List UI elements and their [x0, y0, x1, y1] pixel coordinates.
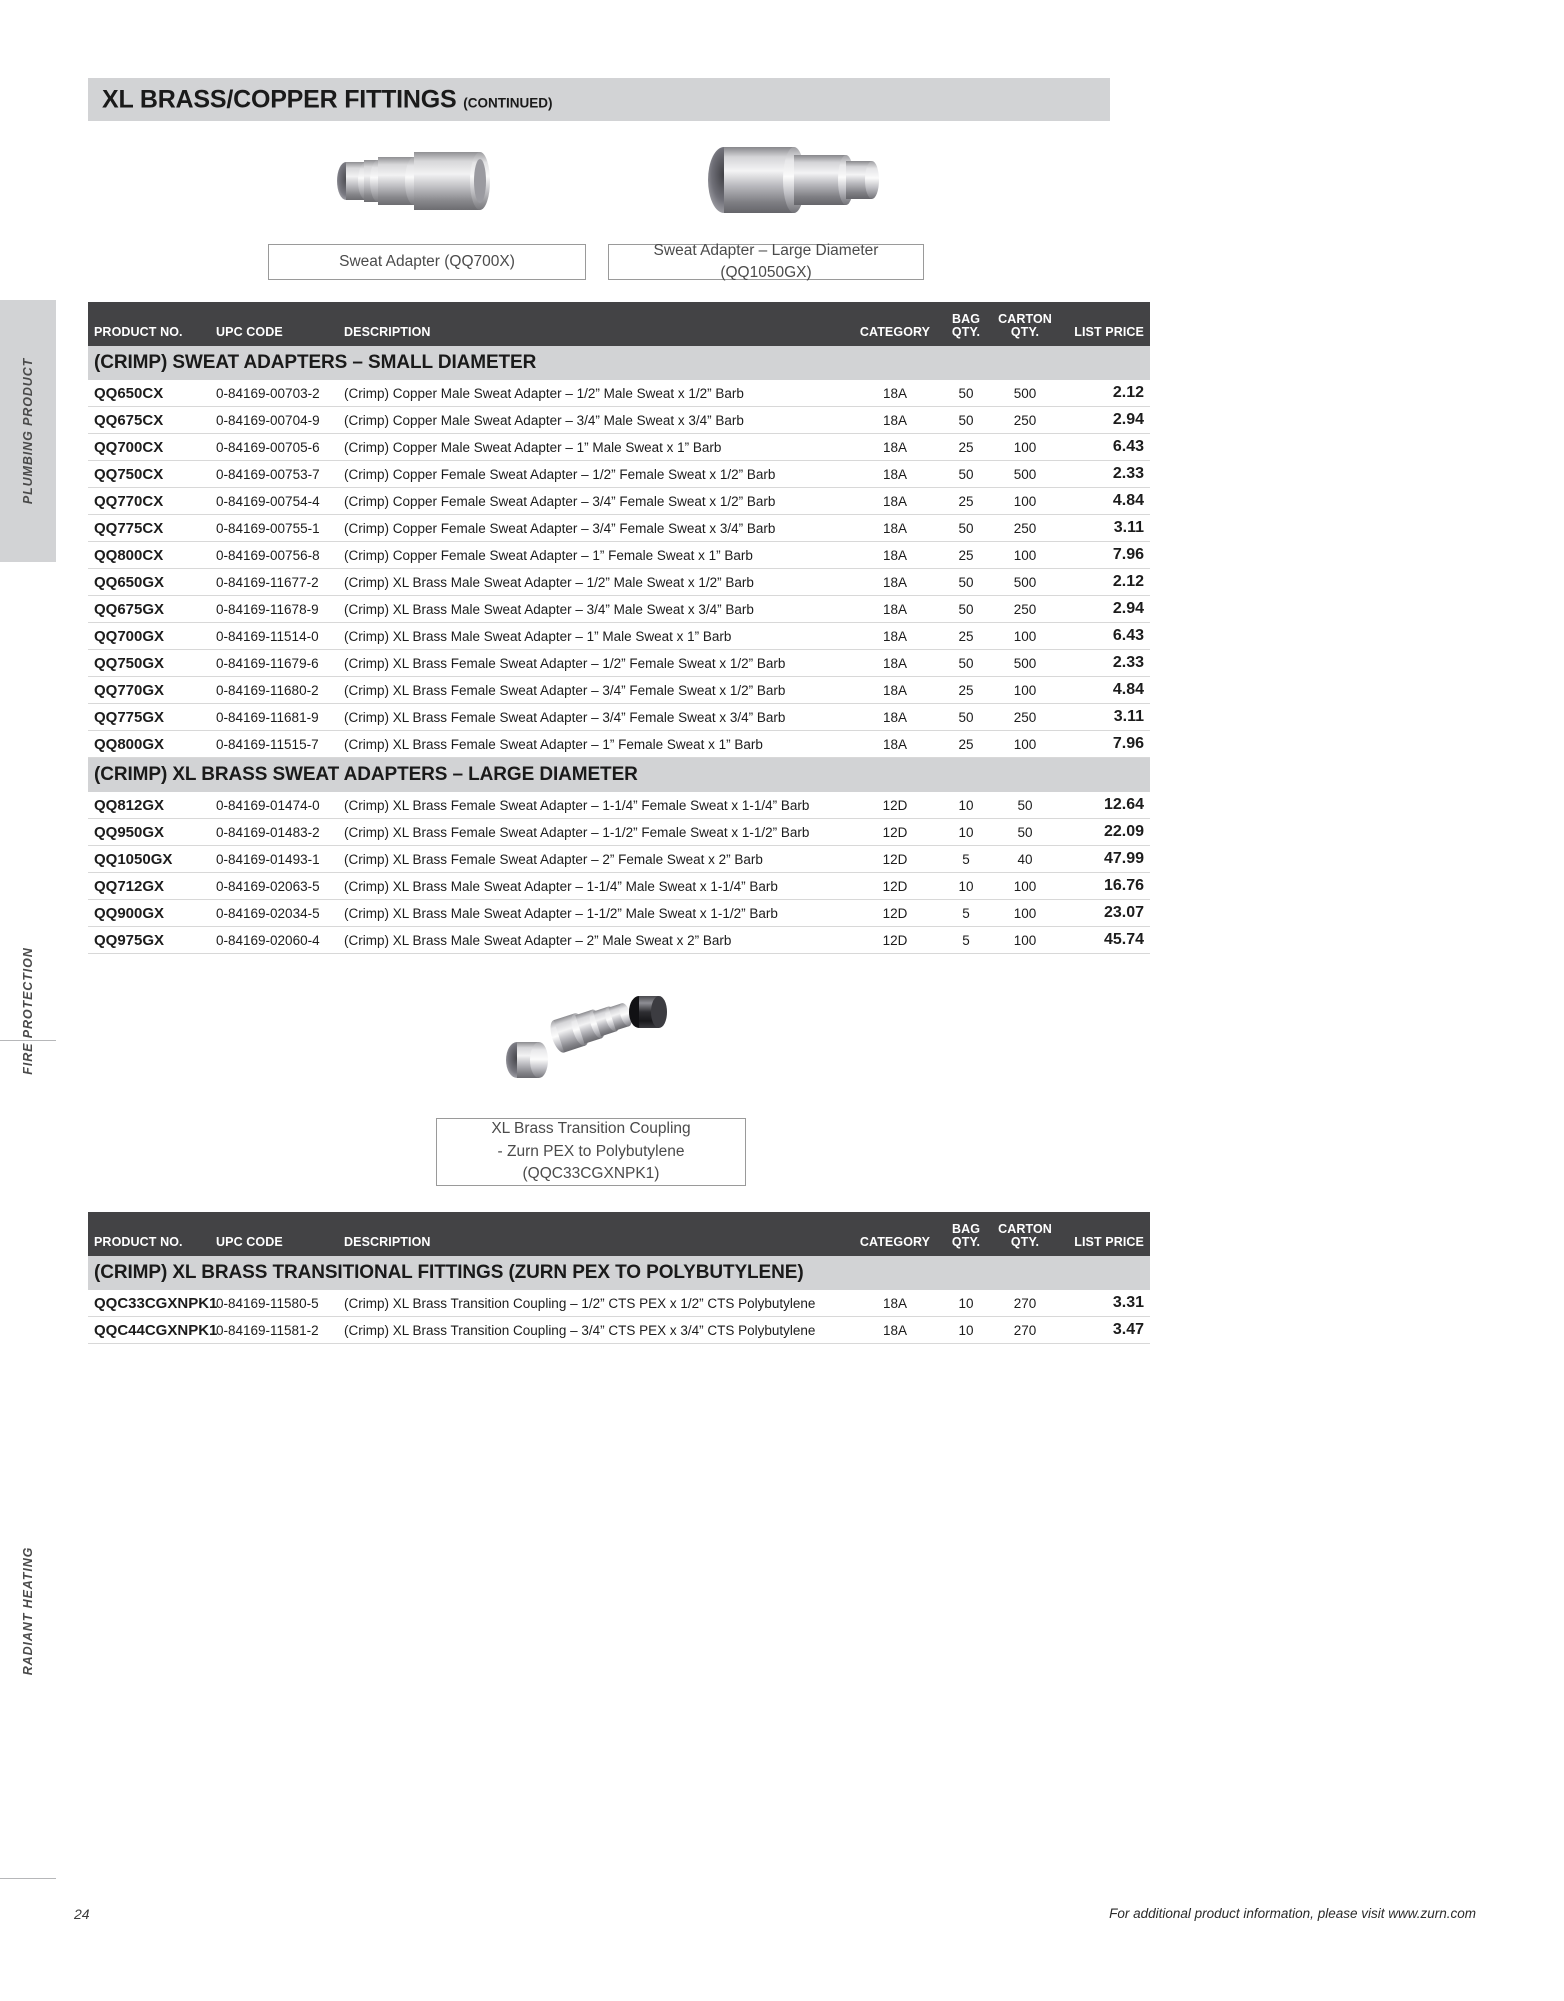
cell-list-price: 45.74	[1056, 927, 1150, 954]
cell-product-no: QQ712GX	[88, 873, 216, 900]
table-row[interactable]	[88, 792, 1150, 819]
table-row[interactable]	[88, 731, 1150, 758]
cell-product-no: QQ675GX	[88, 596, 216, 623]
cell-list-price: 2.94	[1056, 596, 1150, 623]
column-header-upc-code: UPC CODE	[216, 1212, 344, 1256]
cell-category: 12D	[852, 819, 938, 846]
cell-description: (Crimp) XL Brass Male Sweat Adapter – 2” Male Sweat x 2” Barb	[344, 927, 852, 954]
figure-caption-text: Sweat Adapter (QQ700X)	[339, 252, 515, 270]
cell-category: 12D	[852, 927, 938, 954]
cell-category: 18A	[852, 461, 938, 488]
table-row[interactable]	[88, 650, 1150, 677]
column-header-list-price: LIST PRICE	[1056, 1212, 1150, 1256]
cell-carton-qty: 100	[994, 927, 1056, 954]
table-row[interactable]	[88, 542, 1150, 569]
cell-category: 18A	[852, 434, 938, 461]
product-photo-sweat-adapter-large	[700, 130, 900, 230]
cell-description: (Crimp) XL Brass Female Sweat Adapter – 1/2” Female Sweat x 1/2” Barb	[344, 650, 852, 677]
cell-bag-qty: 25	[938, 623, 994, 650]
column-header-carton-qty	[994, 1212, 1056, 1256]
cell-product-no: QQ800GX	[88, 731, 216, 758]
cell-carton-qty: 100	[994, 873, 1056, 900]
cell-bag-qty: 25	[938, 542, 994, 569]
page-title-main: XL BRASS/COPPER FITTINGS	[102, 85, 457, 113]
cell-carton-qty: 250	[994, 704, 1056, 731]
cell-carton-qty: 100	[994, 623, 1056, 650]
table-body	[88, 1256, 1150, 1344]
bag-qty-line1: BAG	[951, 311, 981, 326]
table-row[interactable]	[88, 488, 1150, 515]
cell-description: (Crimp) XL Brass Female Sweat Adapter – 1” Female Sweat x 1” Barb	[344, 731, 852, 758]
cell-carton-qty: 270	[994, 1317, 1056, 1344]
table-row[interactable]	[88, 900, 1150, 927]
cell-bag-qty: 10	[938, 792, 994, 819]
column-header-carton-qty	[994, 302, 1056, 346]
cell-upc: 0-84169-11677-2	[216, 569, 344, 596]
cell-category: 18A	[852, 1290, 938, 1317]
cell-description: (Crimp) Copper Female Sweat Adapter – 1/2” Female Sweat x 1/2” Barb	[344, 461, 852, 488]
page-title-banner	[88, 78, 1110, 121]
cell-upc: 0-84169-00754-4	[216, 488, 344, 515]
cell-upc: 0-84169-11515-7	[216, 731, 344, 758]
cell-list-price: 16.76	[1056, 873, 1150, 900]
cell-category: 18A	[852, 623, 938, 650]
table-header-row	[88, 1212, 1150, 1256]
cell-carton-qty: 270	[994, 1290, 1056, 1317]
cell-carton-qty: 100	[994, 900, 1056, 927]
cell-product-no: QQ650CX	[88, 380, 216, 407]
table-body	[88, 346, 1150, 954]
cell-list-price: 3.11	[1056, 704, 1150, 731]
cell-carton-qty: 40	[994, 846, 1056, 873]
cell-description: (Crimp) XL Brass Male Sweat Adapter – 1/2” Male Sweat x 1/2” Barb	[344, 569, 852, 596]
cell-product-no: QQ975GX	[88, 927, 216, 954]
cell-upc: 0-84169-11580-5	[216, 1290, 344, 1317]
cell-list-price: 2.94	[1056, 407, 1150, 434]
column-header-bag-qty	[938, 1212, 994, 1256]
cell-carton-qty: 50	[994, 819, 1056, 846]
sweat-adapters-product-table	[88, 302, 1150, 954]
column-header-product-no: PRODUCT NO.	[88, 1212, 216, 1256]
cell-upc: 0-84169-11680-2	[216, 677, 344, 704]
section-title: (CRIMP) SWEAT ADAPTERS – SMALL DIAMETER	[88, 346, 1150, 380]
cell-category: 18A	[852, 704, 938, 731]
cell-category: 18A	[852, 731, 938, 758]
product-photo-transition-coupling	[500, 990, 700, 1100]
cell-product-no: QQC33CGXNPK1	[88, 1290, 216, 1317]
cell-upc: 0-84169-11681-9	[216, 704, 344, 731]
cell-upc: 0-84169-11678-9	[216, 596, 344, 623]
table-row[interactable]	[88, 927, 1150, 954]
sidebar-item-label: FIRE PROTECTION	[21, 947, 35, 1075]
table-header-row	[88, 302, 1150, 346]
cell-upc: 0-84169-02060-4	[216, 927, 344, 954]
sidebar-item-label: PLUMBING PRODUCT	[21, 357, 35, 505]
cell-description: (Crimp) XL Brass Transition Coupling – 1/2” CTS PEX x 1/2” CTS Polybutylene	[344, 1290, 852, 1317]
cell-bag-qty: 10	[938, 1290, 994, 1317]
cell-product-no: QQ770CX	[88, 488, 216, 515]
cell-description: (Crimp) Copper Female Sweat Adapter – 1” Female Sweat x 1” Barb	[344, 542, 852, 569]
cell-carton-qty: 250	[994, 515, 1056, 542]
cell-description: (Crimp) Copper Male Sweat Adapter – 1/2” Male Sweat x 1/2” Barb	[344, 380, 852, 407]
cell-product-no: QQ750GX	[88, 650, 216, 677]
column-header-list-price: LIST PRICE	[1056, 302, 1150, 346]
cell-product-no: QQ775CX	[88, 515, 216, 542]
cell-list-price: 2.33	[1056, 461, 1150, 488]
figure-caption-sweat-adapter	[268, 244, 586, 280]
cell-bag-qty: 50	[938, 380, 994, 407]
cell-description: (Crimp) XL Brass Female Sweat Adapter – 3/4” Female Sweat x 1/2” Barb	[344, 677, 852, 704]
page-title	[102, 85, 553, 114]
transition-coupling-illustration	[500, 990, 690, 1100]
bag-qty-line1: BAG	[951, 1221, 981, 1236]
cell-description: (Crimp) XL Brass Male Sweat Adapter – 1-1/4” Male Sweat x 1-1/4” Barb	[344, 873, 852, 900]
cell-category: 12D	[852, 873, 938, 900]
cell-product-no: QQ775GX	[88, 704, 216, 731]
cell-product-no: QQC44CGXNPK1	[88, 1317, 216, 1344]
section-title: (CRIMP) XL BRASS TRANSITIONAL FITTINGS (ZURN PEX TO POLYBUTYLENE)	[88, 1256, 1150, 1290]
cell-category: 18A	[852, 569, 938, 596]
cell-list-price: 6.43	[1056, 623, 1150, 650]
table-row[interactable]	[88, 819, 1150, 846]
table-row[interactable]	[88, 461, 1150, 488]
table-row[interactable]	[88, 1290, 1150, 1317]
cell-list-price: 7.96	[1056, 542, 1150, 569]
cell-list-price: 6.43	[1056, 434, 1150, 461]
cell-product-no: QQ812GX	[88, 792, 216, 819]
carton-qty-line1: CARTON	[998, 311, 1052, 326]
page-number: 24	[74, 1906, 90, 1922]
cell-upc: 0-84169-11679-6	[216, 650, 344, 677]
cell-list-price: 47.99	[1056, 846, 1150, 873]
cell-carton-qty: 500	[994, 569, 1056, 596]
cell-list-price: 3.31	[1056, 1290, 1150, 1317]
bag-qty-line2: QTY.	[951, 324, 981, 339]
cell-upc: 0-84169-11514-0	[216, 623, 344, 650]
cell-bag-qty: 50	[938, 596, 994, 623]
cell-upc: 0-84169-00755-1	[216, 515, 344, 542]
sidebar-item-fire-protection[interactable]	[0, 880, 56, 1142]
cell-bag-qty: 50	[938, 704, 994, 731]
cell-upc: 0-84169-01474-0	[216, 792, 344, 819]
figure-caption-sweat-adapter-large	[608, 241, 924, 281]
cell-carton-qty: 500	[994, 650, 1056, 677]
cell-list-price: 2.12	[1056, 380, 1150, 407]
cell-list-price: 22.09	[1056, 819, 1150, 846]
cell-category: 12D	[852, 900, 938, 927]
cell-list-price: 3.47	[1056, 1317, 1150, 1344]
cell-list-price: 4.84	[1056, 677, 1150, 704]
cell-carton-qty: 100	[994, 488, 1056, 515]
cell-bag-qty: 5	[938, 846, 994, 873]
cell-upc: 0-84169-00753-7	[216, 461, 344, 488]
cell-product-no: QQ770GX	[88, 677, 216, 704]
cell-description: (Crimp) Copper Male Sweat Adapter – 3/4” Male Sweat x 3/4” Barb	[344, 407, 852, 434]
carton-qty-line2: QTY.	[1010, 324, 1040, 339]
table-section-header	[88, 346, 1150, 380]
cell-description: (Crimp) Copper Female Sweat Adapter – 3/4” Female Sweat x 1/2” Barb	[344, 488, 852, 515]
table-row[interactable]	[88, 704, 1150, 731]
cell-product-no: QQ700CX	[88, 434, 216, 461]
table-header	[88, 1212, 1150, 1256]
table-row[interactable]	[88, 515, 1150, 542]
cell-carton-qty: 50	[994, 792, 1056, 819]
cell-bag-qty: 50	[938, 461, 994, 488]
figure-caption-text: Sweat Adapter – Large Diameter (QQ1050GX)	[653, 241, 879, 281]
carton-qty-line1: CARTON	[998, 1221, 1052, 1236]
sidebar-item-label: RADIANT HEATING	[21, 1546, 35, 1676]
cell-category: 18A	[852, 515, 938, 542]
cell-category: 18A	[852, 542, 938, 569]
cell-bag-qty: 10	[938, 1317, 994, 1344]
bag-qty-line2: QTY.	[951, 1234, 981, 1249]
sidebar-divider	[0, 1878, 56, 1879]
cell-product-no: QQ800CX	[88, 542, 216, 569]
column-header-description: DESCRIPTION	[344, 302, 852, 346]
cell-upc: 0-84169-02034-5	[216, 900, 344, 927]
sidebar-item-plumbing-product[interactable]	[0, 300, 56, 562]
cell-list-price: 3.11	[1056, 515, 1150, 542]
cell-bag-qty: 25	[938, 434, 994, 461]
table-row[interactable]	[88, 596, 1150, 623]
table-row[interactable]	[88, 677, 1150, 704]
cell-description: (Crimp) XL Brass Female Sweat Adapter – 3/4” Female Sweat x 3/4” Barb	[344, 704, 852, 731]
table-header	[88, 302, 1150, 346]
cell-upc: 0-84169-00756-8	[216, 542, 344, 569]
cell-product-no: QQ650GX	[88, 569, 216, 596]
transitional-fittings-product-table	[88, 1212, 1150, 1344]
cell-bag-qty: 25	[938, 488, 994, 515]
table-row[interactable]	[88, 846, 1150, 873]
cell-description: (Crimp) Copper Male Sweat Adapter – 1” Male Sweat x 1” Barb	[344, 434, 852, 461]
column-header-description: DESCRIPTION	[344, 1212, 852, 1256]
cell-bag-qty: 25	[938, 677, 994, 704]
cell-carton-qty: 100	[994, 731, 1056, 758]
table-row[interactable]	[88, 1317, 1150, 1344]
cell-description: (Crimp) XL Brass Male Sweat Adapter – 1-1/2” Male Sweat x 1-1/2” Barb	[344, 900, 852, 927]
cell-bag-qty: 50	[938, 650, 994, 677]
table-row[interactable]	[88, 569, 1150, 596]
section-title: (CRIMP) XL BRASS SWEAT ADAPTERS – LARGE DIAMETER	[88, 758, 1150, 793]
cell-list-price: 2.33	[1056, 650, 1150, 677]
figure-caption-transition-coupling	[436, 1118, 746, 1186]
cell-carton-qty: 100	[994, 542, 1056, 569]
column-header-category: CATEGORY	[852, 302, 938, 346]
cell-category: 18A	[852, 488, 938, 515]
cell-product-no: QQ1050GX	[88, 846, 216, 873]
carton-qty-line2: QTY.	[1010, 1234, 1040, 1249]
cell-list-price: 7.96	[1056, 731, 1150, 758]
cell-description: (Crimp) Copper Female Sweat Adapter – 3/4” Female Sweat x 3/4” Barb	[344, 515, 852, 542]
table-row[interactable]	[88, 623, 1150, 650]
cell-product-no: QQ750CX	[88, 461, 216, 488]
cell-upc: 0-84169-00704-9	[216, 407, 344, 434]
cell-carton-qty: 100	[994, 434, 1056, 461]
sweat-adapter-large-illustration	[700, 130, 900, 230]
cell-category: 18A	[852, 407, 938, 434]
page-title-continued: (CONTINUED)	[463, 95, 553, 110]
cell-bag-qty: 50	[938, 569, 994, 596]
cell-description: (Crimp) XL Brass Transition Coupling – 3/4” CTS PEX x 3/4” CTS Polybutylene	[344, 1317, 852, 1344]
table-row[interactable]	[88, 434, 1150, 461]
cell-upc: 0-84169-01493-1	[216, 846, 344, 873]
table-row[interactable]	[88, 380, 1150, 407]
cell-description: (Crimp) XL Brass Female Sweat Adapter – 2” Female Sweat x 2” Barb	[344, 846, 852, 873]
cell-carton-qty: 250	[994, 596, 1056, 623]
cell-category: 18A	[852, 677, 938, 704]
cell-bag-qty: 10	[938, 873, 994, 900]
table-section-header	[88, 1256, 1150, 1290]
cell-list-price: 2.12	[1056, 569, 1150, 596]
figure-caption-line2: - Zurn PEX to Polybutylene (QQC33CGXNPK1)	[497, 1142, 685, 1183]
column-header-bag-qty	[938, 302, 994, 346]
cell-carton-qty: 500	[994, 461, 1056, 488]
column-header-product-no: PRODUCT NO.	[88, 302, 216, 346]
figure-caption-line1: XL Brass Transition Coupling	[491, 1120, 691, 1138]
cell-product-no: QQ700GX	[88, 623, 216, 650]
cell-description: (Crimp) XL Brass Female Sweat Adapter – 1-1/4” Female Sweat x 1-1/4” Barb	[344, 792, 852, 819]
cell-description: (Crimp) XL Brass Male Sweat Adapter – 1” Male Sweat x 1” Barb	[344, 623, 852, 650]
cell-bag-qty: 5	[938, 900, 994, 927]
table-row[interactable]	[88, 407, 1150, 434]
cell-list-price: 23.07	[1056, 900, 1150, 927]
footer-note: For additional product information, please visit www.zurn.com	[1109, 1906, 1476, 1921]
cell-product-no: QQ900GX	[88, 900, 216, 927]
table-section-header	[88, 758, 1150, 793]
cell-category: 18A	[852, 596, 938, 623]
cell-category: 12D	[852, 792, 938, 819]
cell-upc: 0-84169-01483-2	[216, 819, 344, 846]
cell-bag-qty: 50	[938, 515, 994, 542]
cell-category: 18A	[852, 380, 938, 407]
cell-bag-qty: 5	[938, 927, 994, 954]
product-photo-sweat-adapter	[330, 130, 530, 230]
cell-category: 12D	[852, 846, 938, 873]
cell-list-price: 12.64	[1056, 792, 1150, 819]
cell-description: (Crimp) XL Brass Male Sweat Adapter – 3/4” Male Sweat x 3/4” Barb	[344, 596, 852, 623]
cell-category: 18A	[852, 650, 938, 677]
cell-category: 18A	[852, 1317, 938, 1344]
cell-upc: 0-84169-02063-5	[216, 873, 344, 900]
cell-bag-qty: 50	[938, 407, 994, 434]
table-row[interactable]	[88, 873, 1150, 900]
cell-carton-qty: 250	[994, 407, 1056, 434]
column-header-upc-code: UPC CODE	[216, 302, 344, 346]
sidebar-section-tabs	[0, 0, 56, 2001]
cell-upc: 0-84169-11581-2	[216, 1317, 344, 1344]
cell-list-price: 4.84	[1056, 488, 1150, 515]
cell-carton-qty: 500	[994, 380, 1056, 407]
cell-upc: 0-84169-00703-2	[216, 380, 344, 407]
cell-description: (Crimp) XL Brass Female Sweat Adapter – 1-1/2” Female Sweat x 1-1/2” Barb	[344, 819, 852, 846]
cell-bag-qty: 25	[938, 731, 994, 758]
cell-product-no: QQ675CX	[88, 407, 216, 434]
cell-upc: 0-84169-00705-6	[216, 434, 344, 461]
sweat-adapter-illustration	[330, 130, 540, 230]
cell-product-no: QQ950GX	[88, 819, 216, 846]
sidebar-item-radiant-heating[interactable]	[0, 1480, 56, 1742]
cell-bag-qty: 10	[938, 819, 994, 846]
column-header-category: CATEGORY	[852, 1212, 938, 1256]
cell-carton-qty: 100	[994, 677, 1056, 704]
